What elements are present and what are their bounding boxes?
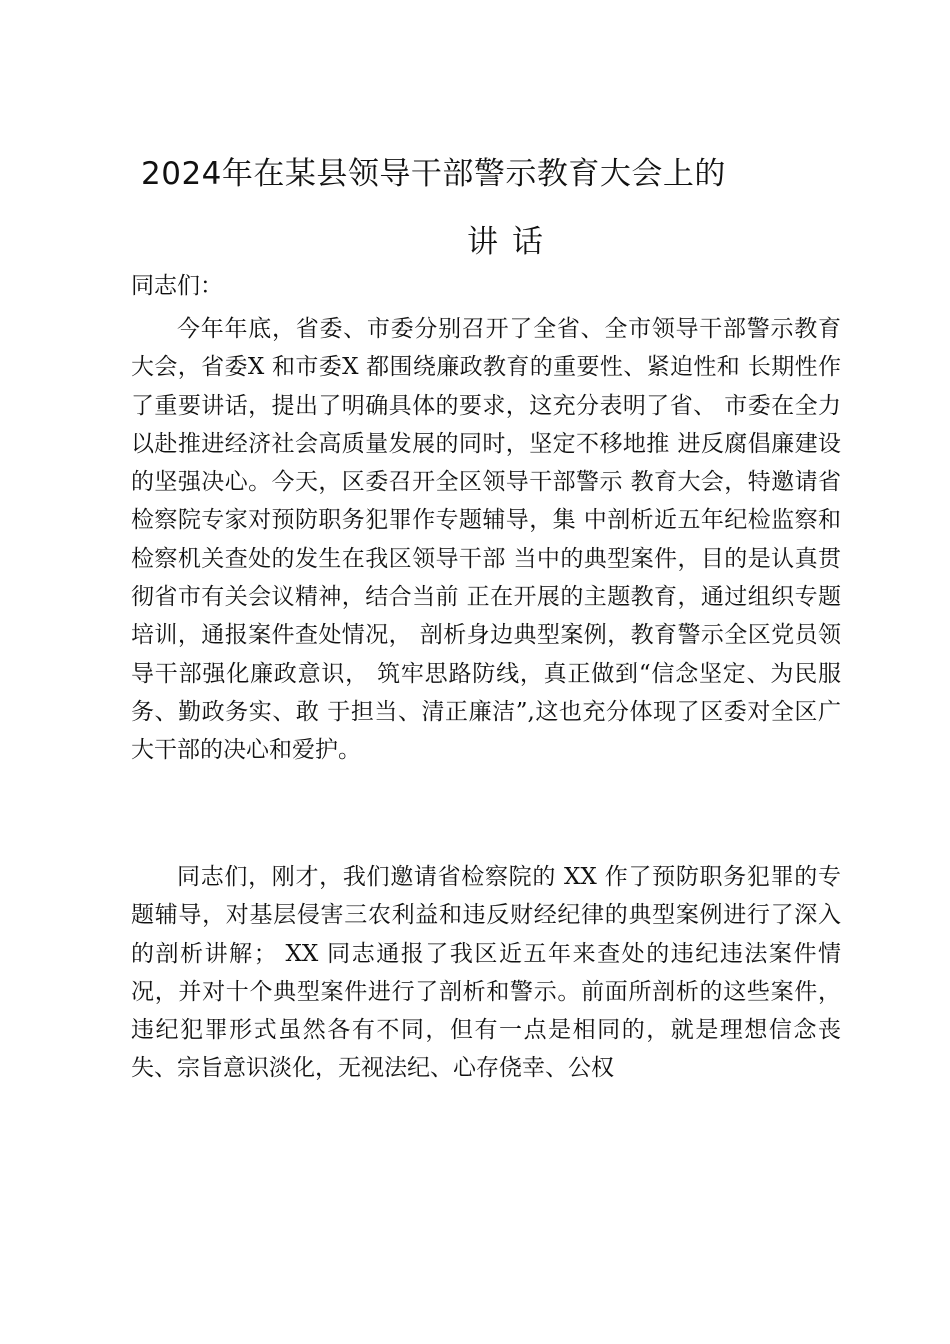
paragraph: 同志们，刚才，我们邀请省检察院的 XX 作了预防职务犯罪的专题辅导，对基层侵害三农利益和违反财经纪律的典型案例进行了深入的剖析讲解； XX 同志通报了我区近五年来查处的违纪违法案件情况，并对十个典型案件进行了剖析和警示。前面所剖析的这些案件，违纪犯罪形式虽然各有不同，但有一点是相同的，就是理想信念丧失、宗旨意识淡化，无视法纪、心存侥幸、公权 [131, 864, 841, 1082]
salutation: 同志们： [131, 273, 223, 299]
paragraph: 今年年底，省委、市委分别召开了全省、全市领导干部警示教育大会，省委X 和市委X 都围绕廉政教育的重要性、紧迫性和 长期性作了重要讲话，提出了明确具体的要求，这充分表明了省、 市委在全力以赴推进经济社会高质量发展的同时，坚定不移地推 进反腐倡廉建设的坚强决心。今天，区委召开全区领导干部警示 教育大会，特邀请省检察院专家对预防职务犯罪作专题辅导，集 中剖析近五年纪检监察和检察机关查处的发生在我区领导干部 当中的典型案件，目的是认真贯彻省市有关会议精神，结合当前 正在开展的主题教育，通过组织专题培训，通报案件查处情况， 剖析身边典型案例，教育警示全区党员领导干部强化廉政意识， 筑牢思路防线，真正做到“信念坚定、为民服务、勤政务实、敢 于担当、清正廉洁”,这也充分体现了区委对全区广大干部的决心和爱护。 [131, 316, 841, 764]
document-title-line-1: 2024年在某县领导干部警示教育大会上的 [141, 156, 726, 192]
document-title-line-2: 讲话 [467, 224, 557, 260]
